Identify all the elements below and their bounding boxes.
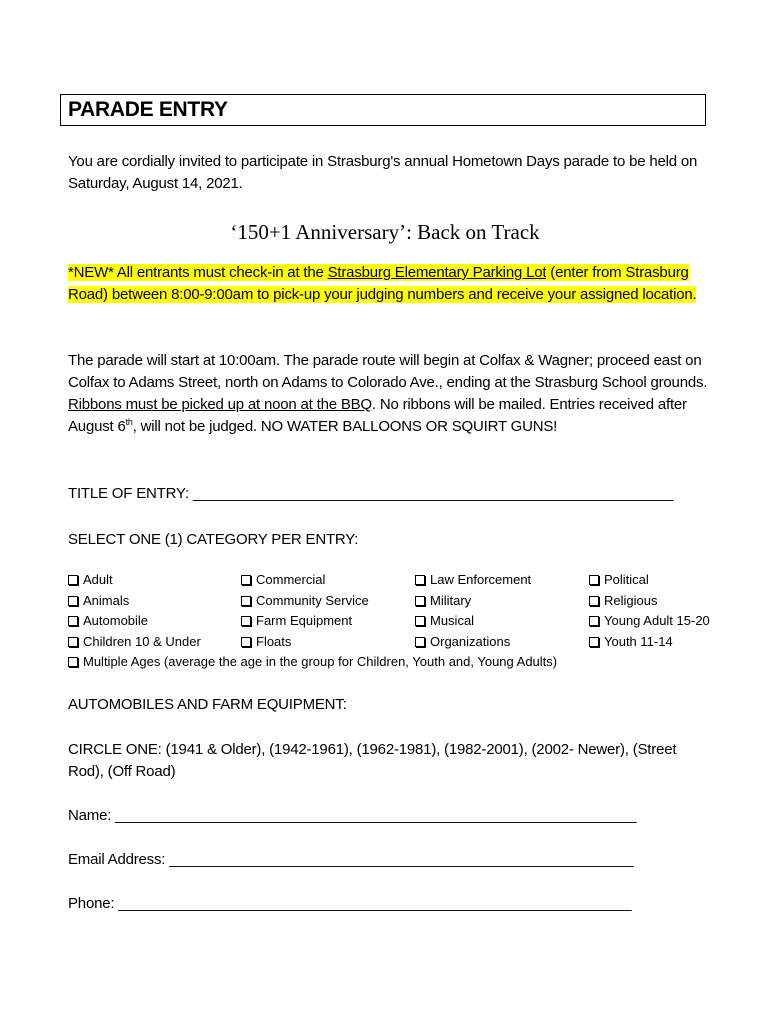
category-checkbox-multiple-ages[interactable]: Multiple Ages (average the age in the group for Children, Youth and, Young Adults) <box>68 652 557 673</box>
category-checkbox-religious[interactable]: Religious <box>589 591 710 612</box>
ribbons-note: Ribbons must be picked up at noon at the BBQ <box>68 396 372 413</box>
check-in-notice <box>68 262 708 306</box>
notice-location: Strasburg Elementary Parking Lot <box>327 264 547 281</box>
checkbox-icon[interactable] <box>68 616 78 626</box>
category-checkbox-organizations[interactable]: Organizations <box>415 632 531 653</box>
checkbox-icon[interactable] <box>589 637 599 647</box>
category-checkbox-musical[interactable]: Musical <box>415 611 531 632</box>
notice-text-2: (enter from Strasburg Road) between 8:00-9:00am to pick-up your judging numbers and receive your assigned location. <box>68 264 697 303</box>
category-checkbox-political[interactable]: Political <box>589 570 710 591</box>
checkbox-icon[interactable] <box>415 596 425 606</box>
category-column-3 <box>415 570 531 652</box>
phone-field[interactable]: Phone: _______________________________________________________________ <box>68 895 632 912</box>
category-heading: SELECT ONE (1) CATEGORY PER ENTRY: <box>68 531 359 548</box>
route-text-3: , will not be judged. NO WATER BALLOONS OR SQUIRT GUNS! <box>132 418 558 435</box>
category-checkbox-military[interactable]: Military <box>415 591 531 612</box>
checkbox-icon[interactable] <box>589 596 599 606</box>
checkbox-icon[interactable] <box>68 575 78 585</box>
category-checkbox-law-enforcement[interactable]: Law Enforcement <box>415 570 531 591</box>
checkbox-icon[interactable] <box>589 575 599 585</box>
checkbox-icon[interactable] <box>415 637 425 647</box>
checkbox-icon[interactable] <box>415 616 425 626</box>
notice-text-1: *NEW* All entrants must check-in at the <box>68 264 328 281</box>
page-title: PARADE ENTRY <box>60 94 706 126</box>
checkbox-icon[interactable] <box>241 637 251 647</box>
category-checkbox-adult[interactable]: Adult <box>68 570 201 591</box>
checkbox-icon[interactable] <box>589 616 599 626</box>
checkbox-icon[interactable] <box>241 596 251 606</box>
category-checkbox-automobile[interactable]: Automobile <box>68 611 201 632</box>
title-of-entry-field[interactable]: TITLE OF ENTRY: ___________________________________________________________ <box>68 485 674 502</box>
category-checkbox-young-adult[interactable]: Young Adult 15-20 <box>589 611 710 632</box>
anniversary-subtitle: ‘150+1 Anniversary’: Back on Track <box>230 220 540 244</box>
category-checkbox-floats[interactable]: Floats <box>241 632 369 653</box>
name-field[interactable]: Name: ________________________________________________________________ <box>68 807 637 824</box>
category-checkbox-animals[interactable]: Animals <box>68 591 201 612</box>
checkbox-icon[interactable] <box>68 596 78 606</box>
route-paragraph <box>68 350 708 438</box>
checkbox-icon[interactable] <box>241 616 251 626</box>
category-checkbox-farm-equipment[interactable]: Farm Equipment <box>241 611 369 632</box>
category-column-4 <box>589 570 710 652</box>
category-checkbox-youth[interactable]: Youth 11-14 <box>589 632 710 653</box>
automobiles-heading: AUTOMOBILES AND FARM EQUIPMENT: <box>68 696 347 713</box>
route-text-1: The parade will start at 10:00am. The parade route will begin at Colfax & Wagner; proceed east on Colfax to Adams Street, north on Adams to Colorado Ave., ending at the Strasburg School grounds. <box>68 352 708 391</box>
checkbox-icon[interactable] <box>68 637 78 647</box>
category-checkbox-community-service[interactable]: Community Service <box>241 591 369 612</box>
category-checkbox-commercial[interactable]: Commercial <box>241 570 369 591</box>
intro-paragraph: You are cordially invited to participate in Strasburg's annual Hometown Days parade to be held on Saturday, August 14, 2021. <box>68 153 698 192</box>
route-text-2: . No ribbons will be mailed. Entries received after August 6 <box>68 396 687 435</box>
category-column-1 <box>68 570 201 652</box>
route-superscript: th <box>125 417 133 427</box>
checkbox-icon[interactable] <box>241 575 251 585</box>
checkbox-icon[interactable] <box>415 575 425 585</box>
circle-one-options[interactable]: CIRCLE ONE: (1941 & Older), (1942-1961), (1962-1981), (1982-2001), (2002- Newer), (Street Rod), (Off Road) <box>68 741 677 780</box>
email-field[interactable]: Email Address: _________________________________________________________ <box>68 851 634 868</box>
category-checkbox-children[interactable]: Children 10 & Under <box>68 632 201 653</box>
checkbox-icon[interactable] <box>68 657 78 667</box>
category-column-2 <box>241 570 369 652</box>
